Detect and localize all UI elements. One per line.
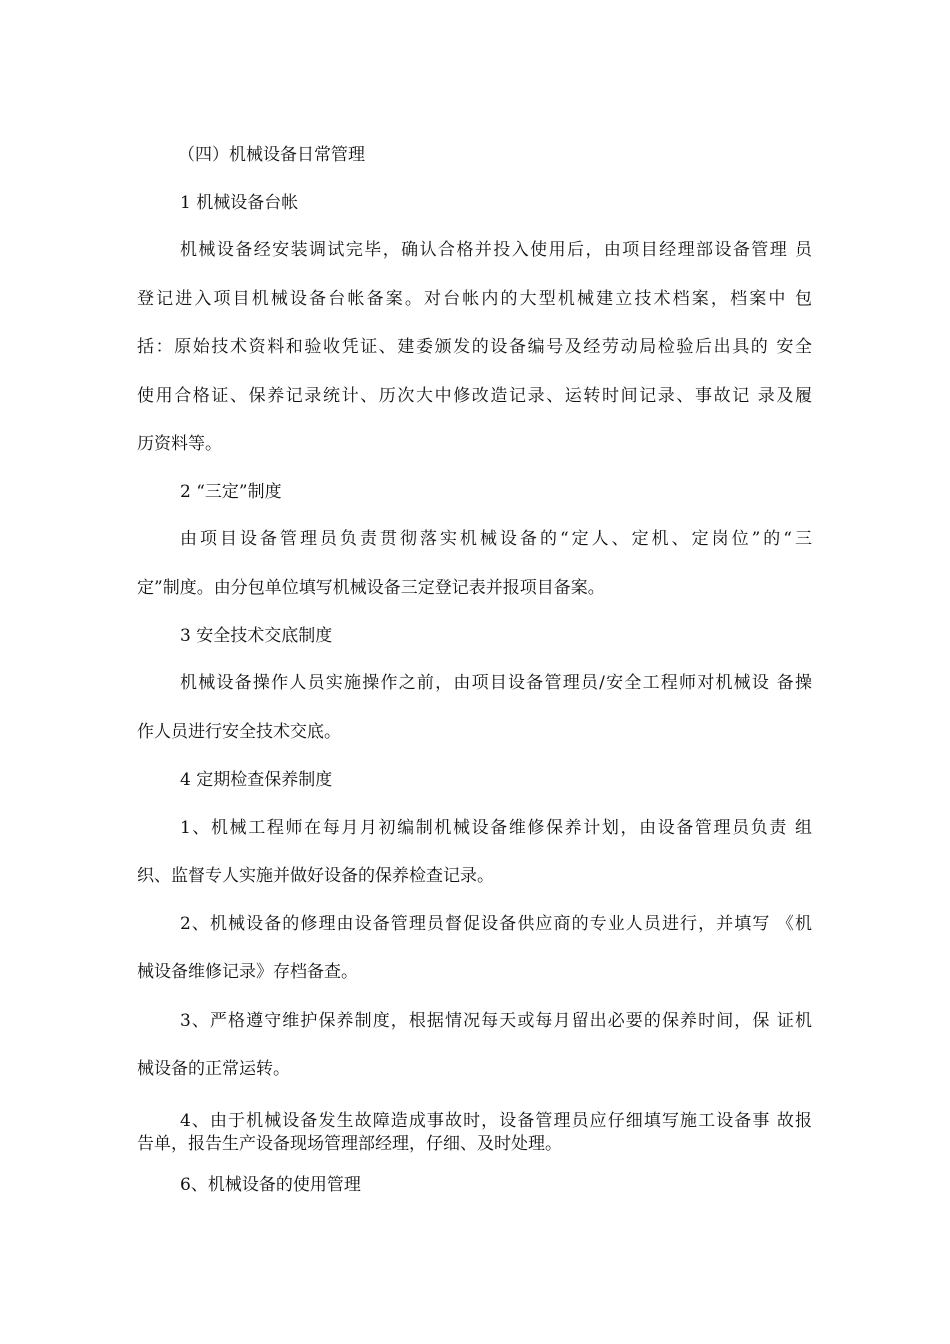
- paragraph-line: 机械设备经安装调试完毕，确认合格并投入使用后，由项目经理部设备管理 员: [180, 240, 812, 260]
- paragraph-line: 作人员进行安全技术交底。: [137, 722, 341, 742]
- paragraph-line: 2、机械设备的修理由设备管理员督促设备供应商的专业人员进行，并填写 《机: [180, 914, 812, 934]
- paragraph-line: 定”制度。由分包单位填写机械设备三定登记表并报项目备案。: [137, 578, 605, 598]
- section-title: （四）机械设备日常管理: [178, 145, 365, 165]
- paragraph-line: 括：原始技术资料和验收凭证、建委颁发的设备编号及经劳动局检验后出具的 安全: [137, 337, 812, 357]
- paragraph-line: 由项目设备管理员负责贯彻落实机械设备的“定人、定机、定岗位”的“三: [180, 529, 812, 549]
- paragraph-line: 告单，报告生产设备现场管理部经理，仔细、及时处理。: [137, 1134, 562, 1154]
- paragraph-line: 1、机械工程师在每月月初编制机械设备维修保养计划，由设备管理员负责 组: [180, 818, 812, 838]
- paragraph-line: 械设备维修记录》存档备查。: [137, 962, 358, 982]
- item2-heading: 2 “三定”制度: [180, 482, 282, 502]
- item4-heading: 4 定期检查保养制度: [180, 770, 333, 790]
- paragraph-line: 历资料等。: [137, 434, 222, 454]
- paragraph-line: 3、严格遵守维护保养制度，根据情况每天或每月留出必要的保养时间，保 证机: [180, 1011, 812, 1031]
- paragraph-line: 机械设备操作人员实施操作之前，由项目设备管理员/安全工程师对机械设 备操: [180, 673, 812, 693]
- paragraph-line: 织、监督专人实施并做好设备的保养检查记录。: [137, 866, 494, 886]
- item1-heading: 1 机械设备台帐: [180, 193, 299, 213]
- item3-heading: 3 安全技术交底制度: [180, 626, 333, 646]
- item6-heading: 6、机械设备的使用管理: [180, 1175, 361, 1195]
- paragraph-line: 4、由于机械设备发生故障造成事故时，设备管理员应仔细填写施工设备事 故报: [180, 1111, 812, 1131]
- paragraph-line: 械设备的正常运转。: [137, 1059, 290, 1079]
- paragraph-line: 登记进入项目机械设备台帐备案。对台帐内的大型机械建立技术档案，档案中 包: [137, 289, 812, 309]
- paragraph-line: 使用合格证、保养记录统计、历次大中修改造记录、运转时间记录、事故记 录及履: [137, 386, 812, 406]
